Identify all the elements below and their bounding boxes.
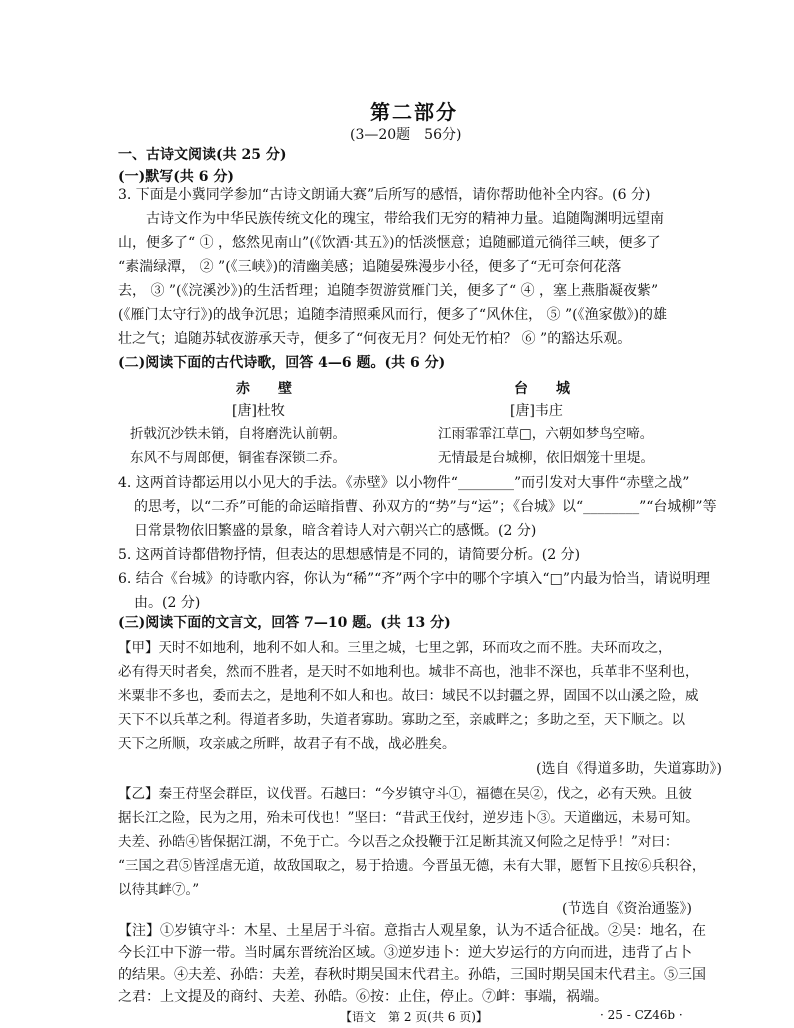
note-line: 的结果。④夫差、孙皓：夫差，春秋时期吴国末代君主。孙皓，三国时期吴国末代君主。⑤三国 (118, 967, 706, 983)
poem-title: 赤 壁 (236, 381, 292, 397)
note-line: 今长江中下游一带。当时属东晋统治区域。③逆岁违卜：逆大岁运行的方向而进，违背了占卜 (118, 945, 692, 961)
yi-line: 【乙】秦王苻坚会群臣，议伐晋。石越曰：“今岁镇守斗①，福德在吴②，伐之，必有天殃。且彼 (118, 786, 692, 802)
yi-source: (节选自《资治通鉴》) (562, 901, 692, 917)
q3-line: 壮之气；追随苏轼夜游承天寺，便多了“何夜无月？何处无竹柏？ ⑥ ”的豁达乐观。 (118, 331, 632, 347)
poem-line: 东风不与周郎便，铜雀春深锁二乔。 (130, 450, 346, 466)
q3-line: 去， ③ ”(《浣溪沙》)的生活哲理；追随李贺游赏雁门关，便多了“ ④ ，塞上燕脂凝夜紫” (118, 283, 659, 299)
question-range: (3—20题 56分) (350, 127, 462, 143)
page-number: 【语文 第 2 页(共 6 页)】 (340, 1010, 488, 1024)
q3-line: “素湍绿潭， ② ”(《三峡》)的清幽美感；追随晏殊漫步小径，便多了“无可奈何花落 (118, 259, 622, 275)
poem-line: 无情最是台城柳，依旧烟笼十里堤。 (438, 450, 654, 466)
q3-stem: 3. 下面是小冀同学参加“古诗文朗诵大赛”后所写的感悟，请你帮助他补全内容。(6 分) (118, 187, 651, 203)
poem-title: 台 城 (514, 381, 570, 397)
q4-line: 4. 这两首诗都运用以小见大的手法。《赤壁》以小物件“________”而引发对大事件“赤壁之战” (118, 475, 690, 491)
subsection-poetry: (二)阅读下面的古代诗歌，回答 4—6 题。(共 6 分) (118, 355, 446, 371)
section-heading: 一、古诗文阅读(共 25 分) (118, 147, 287, 163)
q3-line: (《雁门太守行》)的战争沉思；追随李清照乘风而行，便多了“风休住， ⑤ ”(《渔家傲》)的雄 (118, 307, 668, 323)
q6-line: 6. 结合《台城》的诗歌内容，你认为“稀”“齐”两个字中的哪个字填入“□”内最为恰当，请说明理 (118, 571, 710, 587)
jia-line: 天下不以兵革之利。得道者多助，失道者寡助。寡助之至，亲戚畔之；多助之至，天下顺之。以 (118, 712, 685, 728)
poem-author: [唐]杜牧 (232, 403, 285, 419)
q4-line: 的思考，以“二乔”可能的命运暗指曹、孙双方的“势”与“运”；《台城》以“________”“台城柳”等 (134, 499, 717, 515)
note-line: 【注】①岁镇守斗：木星、土星居于斗宿。意指古人观星象，认为不适合征战。②吴：地名，在 (118, 923, 706, 939)
exam-code: · 25 - CZ46b · (600, 1008, 683, 1022)
q3-line: 山，便多了“ ① ，悠然见南山”(《饮酒·其五》)的恬淡惬意；追随郦道元徜徉三峡，便多了 (118, 235, 661, 251)
jia-source: (选自《得道多助，失道寡助》) (536, 761, 722, 777)
yi-line: 以待其衅⑦。” (118, 882, 200, 898)
part-title: 第二部分 (370, 100, 458, 124)
poem-author: [唐]韦庄 (510, 403, 563, 419)
poem-line: 江雨霏霏江草□，六朝如梦鸟空啼。 (438, 426, 654, 442)
q3-line: 古诗文作为中华民族传统文化的瑰宝，带给我们无穷的精神力量。追随陶渊明远望南 (146, 211, 664, 227)
note-line: 之君：上文提及的商纣、夫差、孙皓。⑥按：止住，停止。⑦衅：事端，祸端。 (118, 989, 608, 1005)
subsection-classical: (三)阅读下面的文言文，回答 7—10 题。(共 13 分) (118, 615, 451, 631)
yi-line: 夫差、孙皓④皆保据江湖，不免于亡。今以吾之众投鞭于江足断其流又何险之足恃乎！”对曰： (118, 834, 679, 850)
subsection-dictation: (一)默写(共 6 分) (118, 169, 234, 185)
yi-line: “三国之君⑤皆淫虐无道，故敌国取之，易于拾遗。今晋虽无德，未有大罪，愿暂下且按⑥兵积谷， (118, 858, 706, 874)
poem-line: 折戟沉沙铁未销，自将磨洗认前朝。 (130, 426, 346, 442)
jia-line: 【甲】天时不如地利，地利不如人和。三里之城，七里之郭，环而攻之而不胜。夫环而攻之， (118, 640, 672, 656)
yi-line: 据长江之险，民为之用，殆未可伐也！”坚曰：“昔武王伐纣，逆岁违卜③。天道幽远，未易可知。 (118, 810, 699, 826)
q4-line: 日常景物依旧繁盛的景象，暗含着诗人对六朝兴亡的感慨。(2 分) (134, 523, 537, 539)
q6-line: 由。(2 分) (134, 595, 201, 611)
jia-line: 天下之所顺，攻亲戚之所畔，故君子有不战，战必胜矣。 (118, 736, 456, 752)
jia-line: 米粟非不多也，委而去之，是地利不如人和也。故曰：域民不以封疆之界，固国不以山溪之险，威 (118, 688, 699, 704)
jia-line: 必有得天时者矣，然而不胜者，是天时不如地利也。城非不高也，池非不深也，兵革非不坚利也， (118, 664, 699, 680)
q5: 5. 这两首诗都借物抒情，但表达的思想感情是不同的，请简要分析。(2 分) (118, 547, 581, 563)
